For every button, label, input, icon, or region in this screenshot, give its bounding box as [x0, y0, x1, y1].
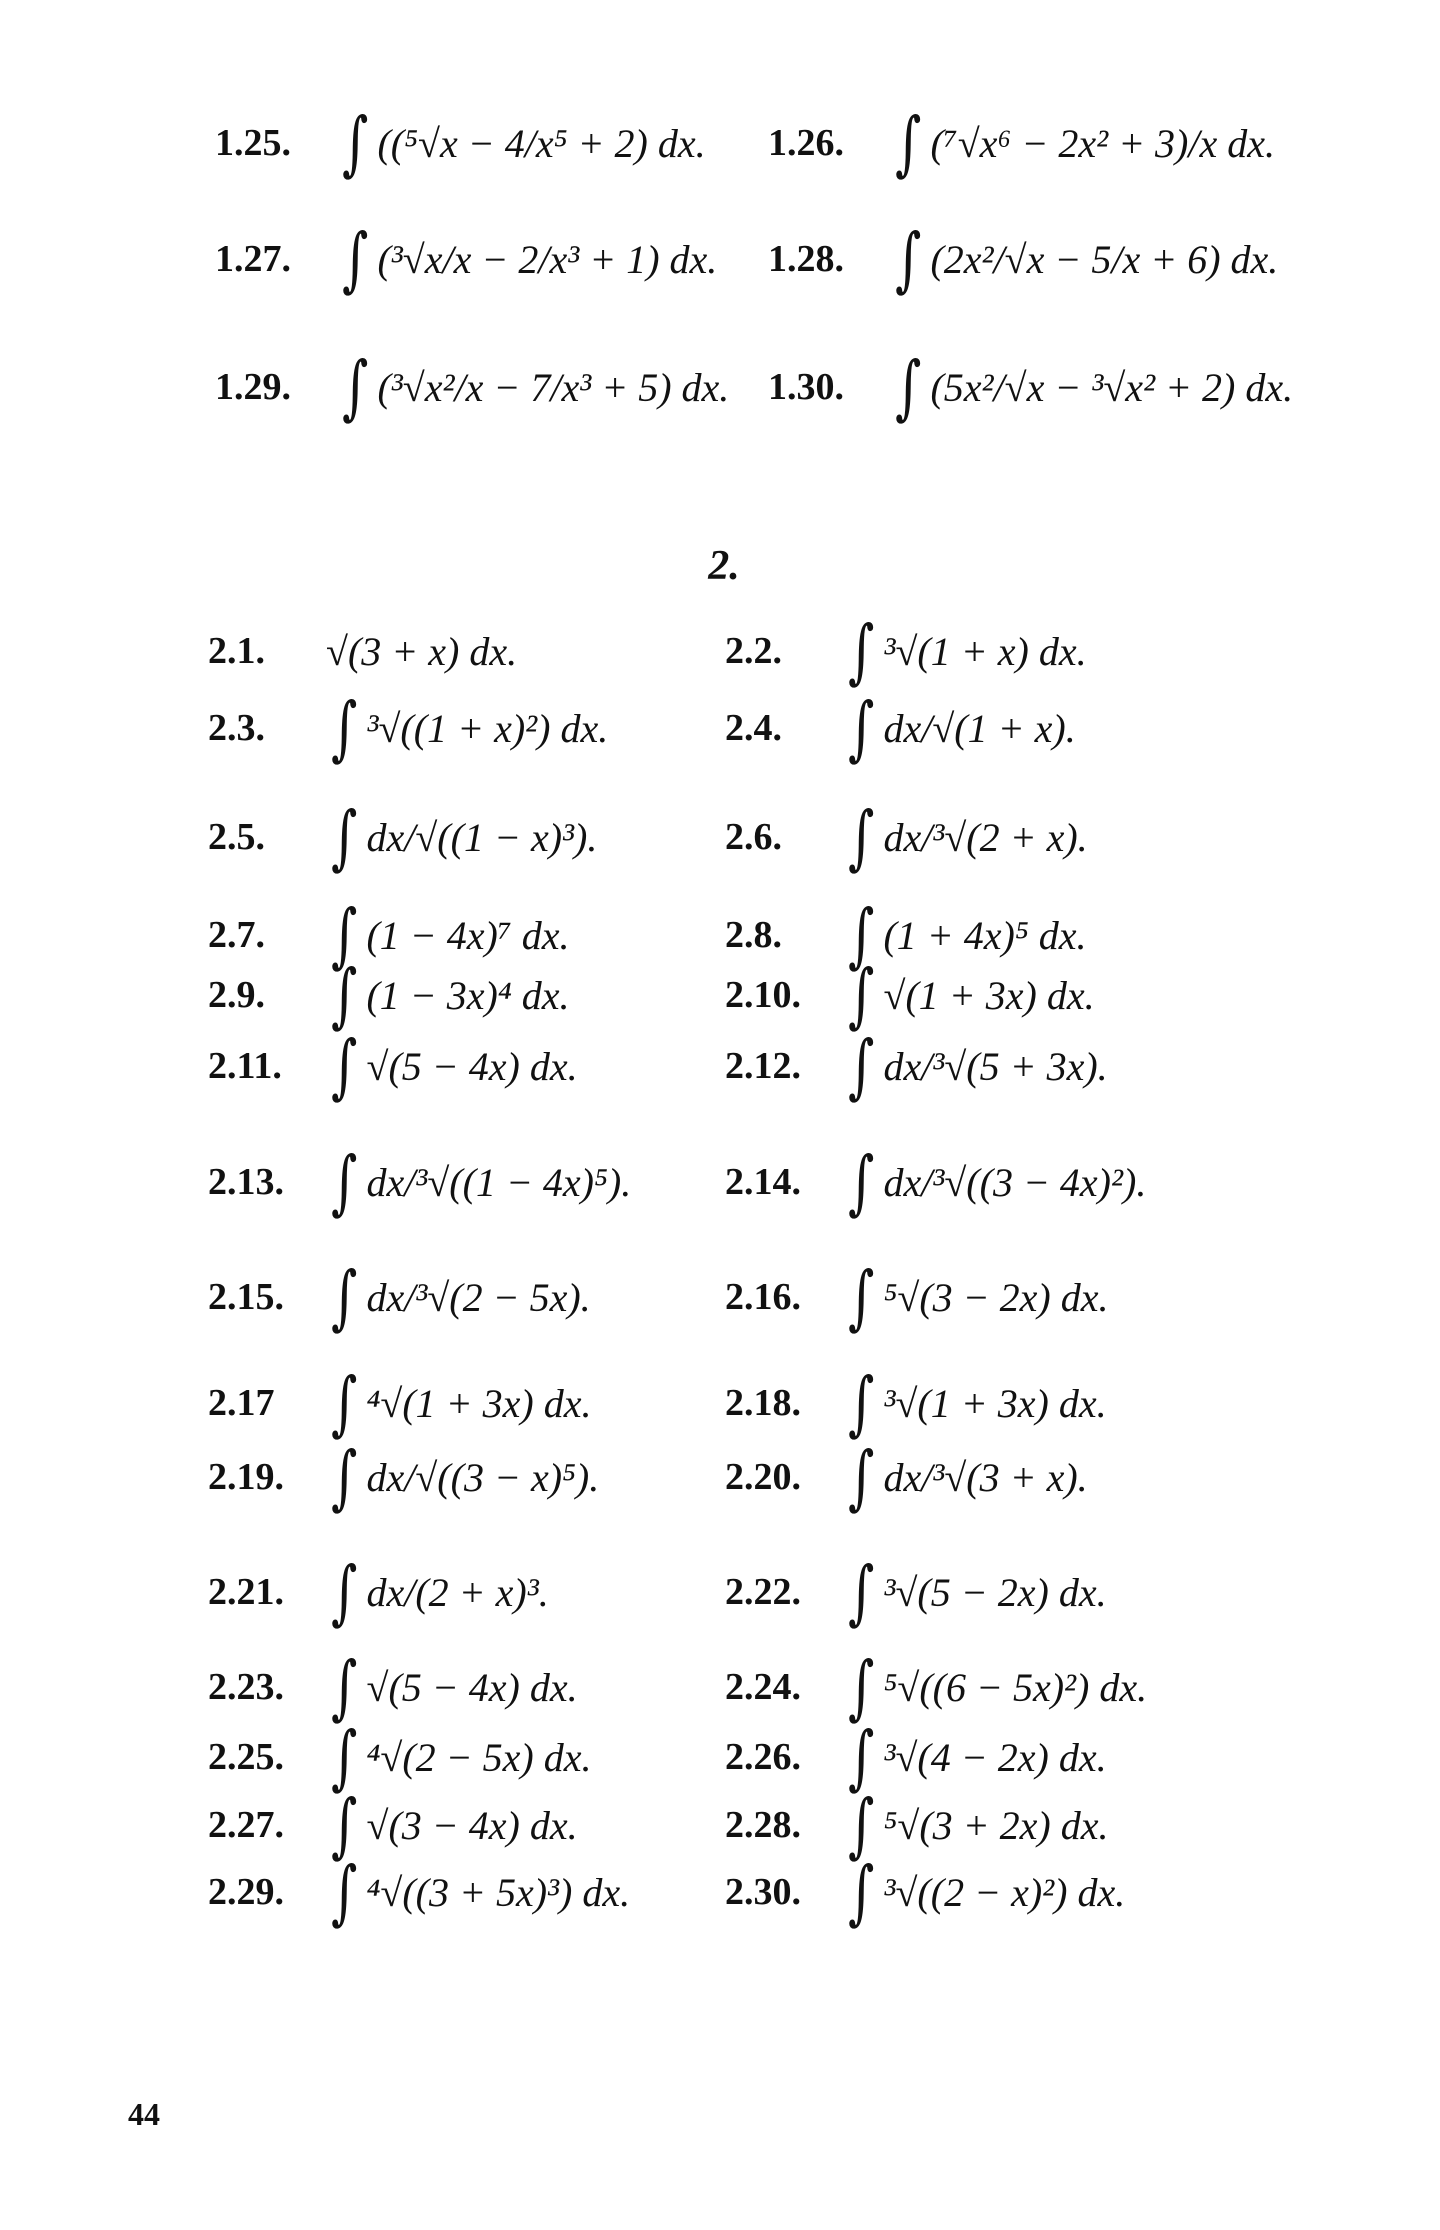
problem-expression: ∫ (2x²/√x − 5/x + 6) dx.	[895, 218, 1279, 300]
integral-sign: ∫	[331, 1436, 358, 1518]
page-number: 44	[128, 2096, 160, 2132]
integral-sign: ∫	[848, 1025, 875, 1107]
problem-row	[0, 1021, 1440, 1111]
problem-expression: ∫ dx/³√(3 + x).	[848, 1436, 1088, 1518]
problem-2-11	[208, 1021, 578, 1111]
problem-2-5	[208, 792, 597, 882]
problem-number: 2.11.	[208, 1045, 282, 1087]
problem-row	[0, 214, 1440, 304]
problem-number: 1.28.	[768, 238, 844, 280]
problem-number: 2.3.	[208, 707, 265, 749]
problem-number: 2.8.	[725, 914, 782, 956]
integral-sign: ∫	[848, 796, 875, 878]
integral-sign: ∫	[331, 954, 358, 1036]
problem-expression: ∫ (³√x/x − 2/x³ + 1) dx.	[342, 218, 718, 300]
problem-row	[0, 683, 1440, 773]
problem-expression: ∫ dx/³√(5 + 3x).	[848, 1025, 1108, 1107]
problem-expression: ∫ (5x²/√x − ³√x² + 2) dx.	[895, 346, 1294, 428]
integral-sign: ∫	[342, 218, 369, 300]
problem-expression: ∫ dx/³√((3 − 4x)²).	[848, 1141, 1147, 1223]
integral-sign: ∫	[848, 1551, 875, 1633]
problem-number: 2.23.	[208, 1666, 284, 1708]
problem-expression: ∫ √(5 − 4x) dx.	[331, 1025, 578, 1107]
problem-expression: ∫ ³√(4 − 2x) dx.	[848, 1716, 1107, 1798]
integral-sign: ∫	[848, 894, 875, 976]
section-heading: 2.	[708, 543, 740, 589]
integral-sign: ∫	[848, 954, 875, 1036]
problem-number: 2.4.	[725, 707, 782, 749]
problem-expression: ∫ dx/√(1 + x).	[848, 687, 1076, 769]
integral-sign: ∫	[848, 1851, 875, 1933]
problem-2-15	[208, 1252, 591, 1342]
integral-sign: ∫	[331, 796, 358, 878]
problem-1-29	[215, 342, 729, 432]
problem-expression: ∫ (1 − 3x)⁴ dx.	[331, 954, 570, 1036]
problem-expression: ∫ ⁴√(2 − 5x) dx.	[331, 1716, 592, 1798]
integral-sign: ∫	[331, 1025, 358, 1107]
problem-row	[0, 1137, 1440, 1227]
problem-expression: ∫ √(5 − 4x) dx.	[331, 1646, 578, 1728]
problem-expression: ∫ (⁷√x⁶ − 2x² + 3)/x dx.	[895, 102, 1275, 184]
problem-1-30	[768, 342, 1293, 432]
problem-number: 2.16.	[725, 1276, 801, 1318]
problem-number: 1.29.	[215, 366, 291, 408]
problem-expression: ∫ ((⁵√x − 4/x⁵ + 2) dx.	[342, 102, 706, 184]
integral-sign: ∫	[848, 610, 875, 692]
problem-2-3	[208, 683, 608, 773]
problem-number: 2.17	[208, 1382, 275, 1424]
problem-2-22	[725, 1547, 1107, 1637]
problem-expression: √(3 + x) dx.	[326, 628, 518, 674]
problem-number: 1.30.	[768, 366, 844, 408]
problem-row	[0, 792, 1440, 882]
problem-2-14	[725, 1137, 1146, 1227]
integral-sign: ∫	[895, 102, 922, 184]
problem-1-27	[215, 214, 717, 304]
problem-expression: ∫ ³√(5 − 2x) dx.	[848, 1551, 1107, 1633]
integral-sign: ∫	[342, 346, 369, 428]
problem-expression: ∫ (1 + 4x)⁵ dx.	[848, 894, 1087, 976]
problem-number: 2.12.	[725, 1045, 801, 1087]
problem-expression: ∫ dx/³√(2 − 5x).	[331, 1256, 591, 1338]
integral-sign: ∫	[848, 1141, 875, 1223]
problem-number: 2.19.	[208, 1456, 284, 1498]
problem-number: 1.25.	[215, 122, 291, 164]
integral-sign: ∫	[331, 1851, 358, 1933]
problem-2-6	[725, 792, 1088, 882]
problem-2-19	[208, 1432, 599, 1522]
problem-number: 2.26.	[725, 1736, 801, 1778]
integral-sign: ∫	[331, 1716, 358, 1798]
problem-expression: ∫ (³√x²/x − 7/x³ + 5) dx.	[342, 346, 730, 428]
problem-number: 2.20.	[725, 1456, 801, 1498]
integral-sign: ∫	[848, 1646, 875, 1728]
problem-expression: ∫ ⁴√(1 + 3x) dx.	[331, 1362, 592, 1444]
integral-sign: ∫	[848, 1256, 875, 1338]
problem-expression: ∫ dx/³√((1 − 4x)⁵).	[331, 1141, 632, 1223]
integral-sign: ∫	[848, 1362, 875, 1444]
problem-2-20	[725, 1432, 1088, 1522]
problem-number: 2.18.	[725, 1382, 801, 1424]
problem-expression: ∫ ³√((1 + x)²) dx.	[331, 687, 609, 769]
problem-2-12	[725, 1021, 1108, 1111]
problem-number: 2.10.	[725, 974, 801, 1016]
problem-expression: ∫ dx/√((3 − x)⁵).	[331, 1436, 600, 1518]
problem-2-21	[208, 1547, 549, 1637]
problem-expression: ∫ ⁵√(3 − 2x) dx.	[848, 1256, 1109, 1338]
problem-row	[0, 1252, 1440, 1342]
problem-expression: ∫ ⁵√(3 + 2x) dx.	[848, 1784, 1109, 1866]
integral-sign: ∫	[331, 1362, 358, 1444]
problem-expression: ∫ √(1 + 3x) dx.	[848, 954, 1095, 1036]
integral-sign: ∫	[848, 1784, 875, 1866]
problem-2-29	[208, 1847, 630, 1937]
integral-sign: ∫	[331, 894, 358, 976]
problem-2-16	[725, 1252, 1108, 1342]
problem-expression: ∫ (1 − 4x)⁷ dx.	[331, 894, 570, 976]
integral-sign: ∫	[895, 218, 922, 300]
problem-number: 2.30.	[725, 1871, 801, 1913]
integral-sign: ∫	[331, 1141, 358, 1223]
problem-row	[0, 1847, 1440, 1937]
problem-number: 2.27.	[208, 1804, 284, 1846]
problem-row	[0, 1547, 1440, 1637]
integral-sign: ∫	[331, 1256, 358, 1338]
problem-row	[0, 98, 1440, 188]
problem-2-4	[725, 683, 1076, 773]
problem-row	[0, 1432, 1440, 1522]
integral-sign: ∫	[848, 1716, 875, 1798]
problem-number: 2.6.	[725, 816, 782, 858]
problem-number: 2.13.	[208, 1161, 284, 1203]
problem-number: 2.14.	[725, 1161, 801, 1203]
problem-number: 2.2.	[725, 630, 782, 672]
problem-number: 1.27.	[215, 238, 291, 280]
problem-number: 2.29.	[208, 1871, 284, 1913]
problem-number: 2.22.	[725, 1571, 801, 1613]
integral-sign: ∫	[342, 102, 369, 184]
problem-number: 1.26.	[768, 122, 844, 164]
problem-1-25	[215, 98, 706, 188]
problem-1-26	[768, 98, 1275, 188]
problem-expression: ∫ ³√(1 + 3x) dx.	[848, 1362, 1107, 1444]
problem-number: 2.24.	[725, 1666, 801, 1708]
problem-expression: ∫ ⁴√((3 + 5x)³) dx.	[331, 1851, 631, 1933]
problem-expression: ∫ dx/³√(2 + x).	[848, 796, 1088, 878]
integral-sign: ∫	[331, 1646, 358, 1728]
integral-sign: ∫	[895, 346, 922, 428]
problem-number: 2.5.	[208, 816, 265, 858]
problem-expression: ∫ dx/√((1 − x)³).	[331, 796, 598, 878]
problem-2-13	[208, 1137, 631, 1227]
problem-2-30	[725, 1847, 1125, 1937]
problem-number: 2.25.	[208, 1736, 284, 1778]
problem-expression: ∫ ³√((2 − x)²) dx.	[848, 1851, 1126, 1933]
integral-sign: ∫	[848, 687, 875, 769]
problem-number: 2.15.	[208, 1276, 284, 1318]
problem-number: 2.7.	[208, 914, 265, 956]
integral-sign: ∫	[331, 687, 358, 769]
problem-expression: ∫ √(3 − 4x) dx.	[331, 1784, 578, 1866]
problem-number: 2.9.	[208, 974, 265, 1016]
problem-expression: ∫ ⁵√((6 − 5x)²) dx.	[848, 1646, 1148, 1728]
problem-expression: ∫ dx/(2 + x)³.	[331, 1551, 549, 1633]
problem-row	[0, 342, 1440, 432]
problem-number: 2.28.	[725, 1804, 801, 1846]
problem-number: 2.21.	[208, 1571, 284, 1613]
integral-sign: ∫	[848, 1436, 875, 1518]
integral-sign: ∫	[331, 1551, 358, 1633]
integral-sign: ∫	[331, 1784, 358, 1866]
problem-number: 2.1.	[208, 630, 265, 672]
problem-expression: ∫ ³√(1 + x) dx.	[848, 610, 1087, 692]
problem-1-28	[768, 214, 1278, 304]
